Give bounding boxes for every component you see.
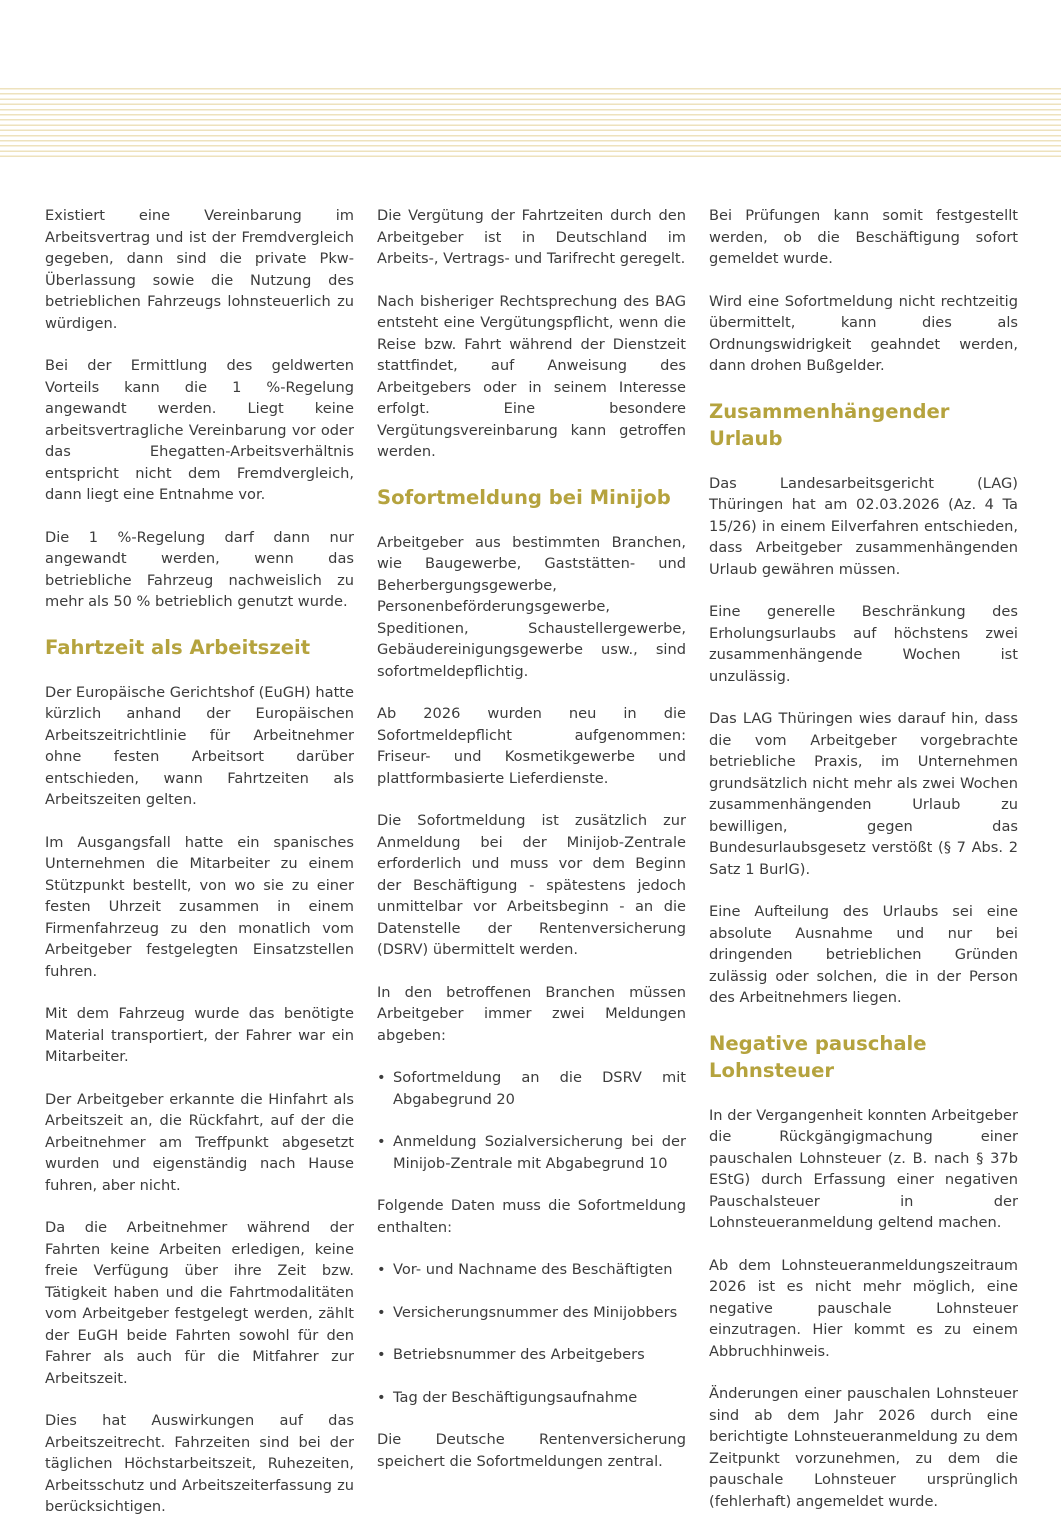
paragraph: Wird eine Sofortmeldung nicht rechtzeitig übermittelt, kann dies als Ordnungswidrigkeit geahndet werden, dann drohen Bußgelder. — [709, 292, 1018, 374]
paragraph: Die 1 %-Regelung darf dann nur angewandt werden, wenn das betriebliche Fahrzeug nachweislich zu mehr als 50 % betrieblich genutzt wurde. — [45, 528, 354, 610]
paragraph: Eine generelle Beschränkung des Erholungsurlaubs auf höchstens zwei zusammenhängende Wochen ist unzulässig. — [709, 603, 1018, 685]
paragraph: In der Vergangenheit konnten Arbeitgeber die Rückgängigmachung einer pauschalen Lohnsteuer (z. B. nach § 37b EStG) durch Erfassung einer negativen Pauschalsteuer in der Lohnsteueranmeldung geltend machen. — [709, 1106, 1018, 1231]
paragraph: Da die Arbeitnehmer während der Fahrten keine Arbeiten erledigen, keine freie Verfügung über ihre Zeit bzw. Tätigkeit haben und die Fahrtmodalitäten vom Arbeitgeber festgelegt werden, zählt der EuGH beide Fahrten sowohl für den Fahrer als auch für die Mitfahrer zur Arbeitszeit. — [45, 1219, 354, 1387]
list-item: • Versicherungsnummer des Minijobbers — [377, 1302, 686, 1324]
paragraph: Bei Prüfungen kann somit festgestellt werden, ob die Beschäftigung sofort gemeldet wurde. — [709, 207, 1018, 267]
paragraph: Arbeitgeber aus bestimmten Branchen, wie Baugewerbe, Gaststätten- und Beherbergungsgewerbe, Personenbeförderungsgewerbe, Speditionen, Schaustellergewerbe, Gebäudereinigungsgewerbe usw., sind sofortmeldepflichtig. — [377, 533, 686, 680]
paragraph: Dies hat Auswirkungen auf das Arbeitszeitrecht. Fahrzeiten sind bei der täglichen Höchstarbeitszeit, Ruhezeiten, Arbeitsschutz und Arbeitszeiterfassung zu berücksichtigen. — [45, 1412, 354, 1515]
heading-urlaub: Zusammenhängender Urlaub — [709, 399, 950, 450]
paragraph: Ab 2026 wurden neu in die Sofortmeldepflicht aufgenommen: Friseur- und Kosmetikgewerbe und plattformbasierte Lieferdienste. — [377, 705, 686, 787]
heading-lohnsteuer: Negative pauschale Lohnsteuer — [709, 1031, 927, 1082]
paragraph: Mit dem Fahrzeug wurde das benötigte Material transportiert, der Fahrer war ein Mitarbeiter. — [45, 1005, 354, 1065]
paragraph: Folgende Daten muss die Sofortmeldung enthalten: — [377, 1197, 686, 1236]
paragraph: Der Arbeitgeber erkannte die Hinfahrt als Arbeitszeit an, die Rückfahrt, auf der die Arbeitnehmer am Treffpunkt abgesetzt wurden und eigenständig nach Hause fuhren, aber nicht. — [45, 1090, 354, 1194]
list-item: • Tag der Beschäftigungsaufnahme — [377, 1387, 686, 1409]
bullet-list-daten — [377, 1259, 686, 1408]
header-stripes — [0, 88, 1061, 158]
paragraph: In den betroffenen Branchen müssen Arbeitgeber immer zwei Meldungen abgeben: — [377, 983, 686, 1044]
column-left — [45, 205, 354, 1539]
list-item: • Sofortmeldung an die DSRV mit Abgabegrund 20 — [377, 1067, 686, 1110]
column-right — [709, 205, 1018, 1533]
paragraph: Die Vergütung der Fahrtzeiten durch den Arbeitgeber ist in Deutschland im Arbeits-, Vertrags- und Tarifrecht geregelt. — [377, 207, 686, 267]
paragraph: Das LAG Thüringen wies darauf hin, dass die vom Arbeitgeber vorgebrachte betriebliche Praxis, im Unternehmen grundsätzlich nicht mehr als zwei Wochen zusammenhängenden Urlaub zu bewilligen, gegen das Bundesurlaubsgesetz verstößt (§ 7 Abs. 2 Satz 1 BurlG). — [709, 710, 1018, 878]
paragraph: Das Landesarbeitsgericht (LAG) Thüringen hat am 02.03.2026 (Az. 4 Ta 15/26) in einem Eilverfahren entschieden, dass Arbeitgeber zusammenhängenden Urlaub gewähren müssen. — [709, 474, 1018, 578]
heading-sofortmeldung: Sofortmeldung bei Minijob — [377, 485, 671, 509]
paragraph: Die Sofortmeldung ist zusätzlich zur Anmeldung bei der Minijob-Zentrale erforderlich und muss vor dem Beginn der Beschäftigung - spätestens jedoch unmittelbar vor Arbeitsbeginn - an die Datenstelle der Rentenversicherung (DSRV) übermittelt werden. — [377, 812, 686, 958]
list-item: • Betriebsnummer des Arbeitgebers — [377, 1344, 686, 1366]
paragraph: Ab dem Lohnsteueranmeldungszeitraum 2026 ist es nicht mehr möglich, eine negative pauschale Lohnsteuer einzutragen. Hier kommt es zu einem Abbruchhinweis. — [709, 1256, 1018, 1360]
paragraph: Die Deutsche Rentenversicherung speichert die Sofortmeldungen zentral. — [377, 1431, 686, 1470]
paragraph: Bei der Ermittlung des geldwerten Vorteils kann die 1 %-Regelung angewandt werden. Liegt keine arbeitsvertragliche Vereinbarung vor oder das Ehegatten-Arbeitsverhältnis entspricht nicht dem Fremdvergleich, dann liegt eine Entnahme vor. — [45, 357, 354, 503]
bullet-list-meldungen — [377, 1067, 686, 1174]
paragraph: Im Ausgangsfall hatte ein spanisches Unternehmen die Mitarbeiter zu einem Stützpunkt bestellt, von wo sie zu einer festen Uhrzeit zusammen in einem Firmenfahrzeug zu den monatlich vom Arbeitgeber festgelegten Einsatzstellen fuhren. — [45, 833, 354, 980]
list-item: • Vor- und Nachname des Beschäftigten — [377, 1259, 686, 1281]
paragraph: Änderungen einer pauschalen Lohnsteuer sind ab dem Jahr 2026 durch eine berichtigte Lohnsteueranmeldung zu dem Zeitpunkt vorzunehmen, zu dem die pauschale Lohnsteuer ursprünglich (fehlerhaft) angemeldet wurde. — [709, 1385, 1018, 1510]
heading-fahrtzeit: Fahrtzeit als Arbeitszeit — [45, 635, 311, 659]
list-item: • Anmeldung Sozialversicherung bei der Minijob-Zentrale mit Abgabegrund 10 — [377, 1131, 686, 1174]
paragraph: Existiert eine Vereinbarung im Arbeitsvertrag und ist der Fremdvergleich gegeben, dann sind die private Pkw-Überlassung sowie die Nutzung des betrieblichen Fahrzeugs lohnsteuerlich zu würdigen. — [45, 207, 354, 332]
paragraph: Nach bisheriger Rechtsprechung des BAG entsteht eine Vergütungspflicht, wenn die Reise bzw. Fahrt während der Dienstzeit stattfindet, auf Anweisung des Arbeitgebers oder in seinem Interesse erfolgt. Eine besondere Vergütungsvereinbarung kann getroffen werden. — [377, 292, 686, 460]
paragraph: Der Europäische Gerichtshof (EuGH) hatte kürzlich anhand der Europäischen Arbeitszeitrichtlinie für Arbeitnehmer ohne festen Arbeitsort darüber entschieden, wann Fahrtzeiten als Arbeitszeiten gelten. — [45, 683, 354, 808]
paragraph: Eine Aufteilung des Urlaubs sei eine absolute Ausnahme und nur bei dringenden betrieblichen Gründen zulässig oder solchen, die in der Person des Arbeitnehmers liegen. — [709, 903, 1018, 1006]
column-middle — [377, 205, 686, 1493]
